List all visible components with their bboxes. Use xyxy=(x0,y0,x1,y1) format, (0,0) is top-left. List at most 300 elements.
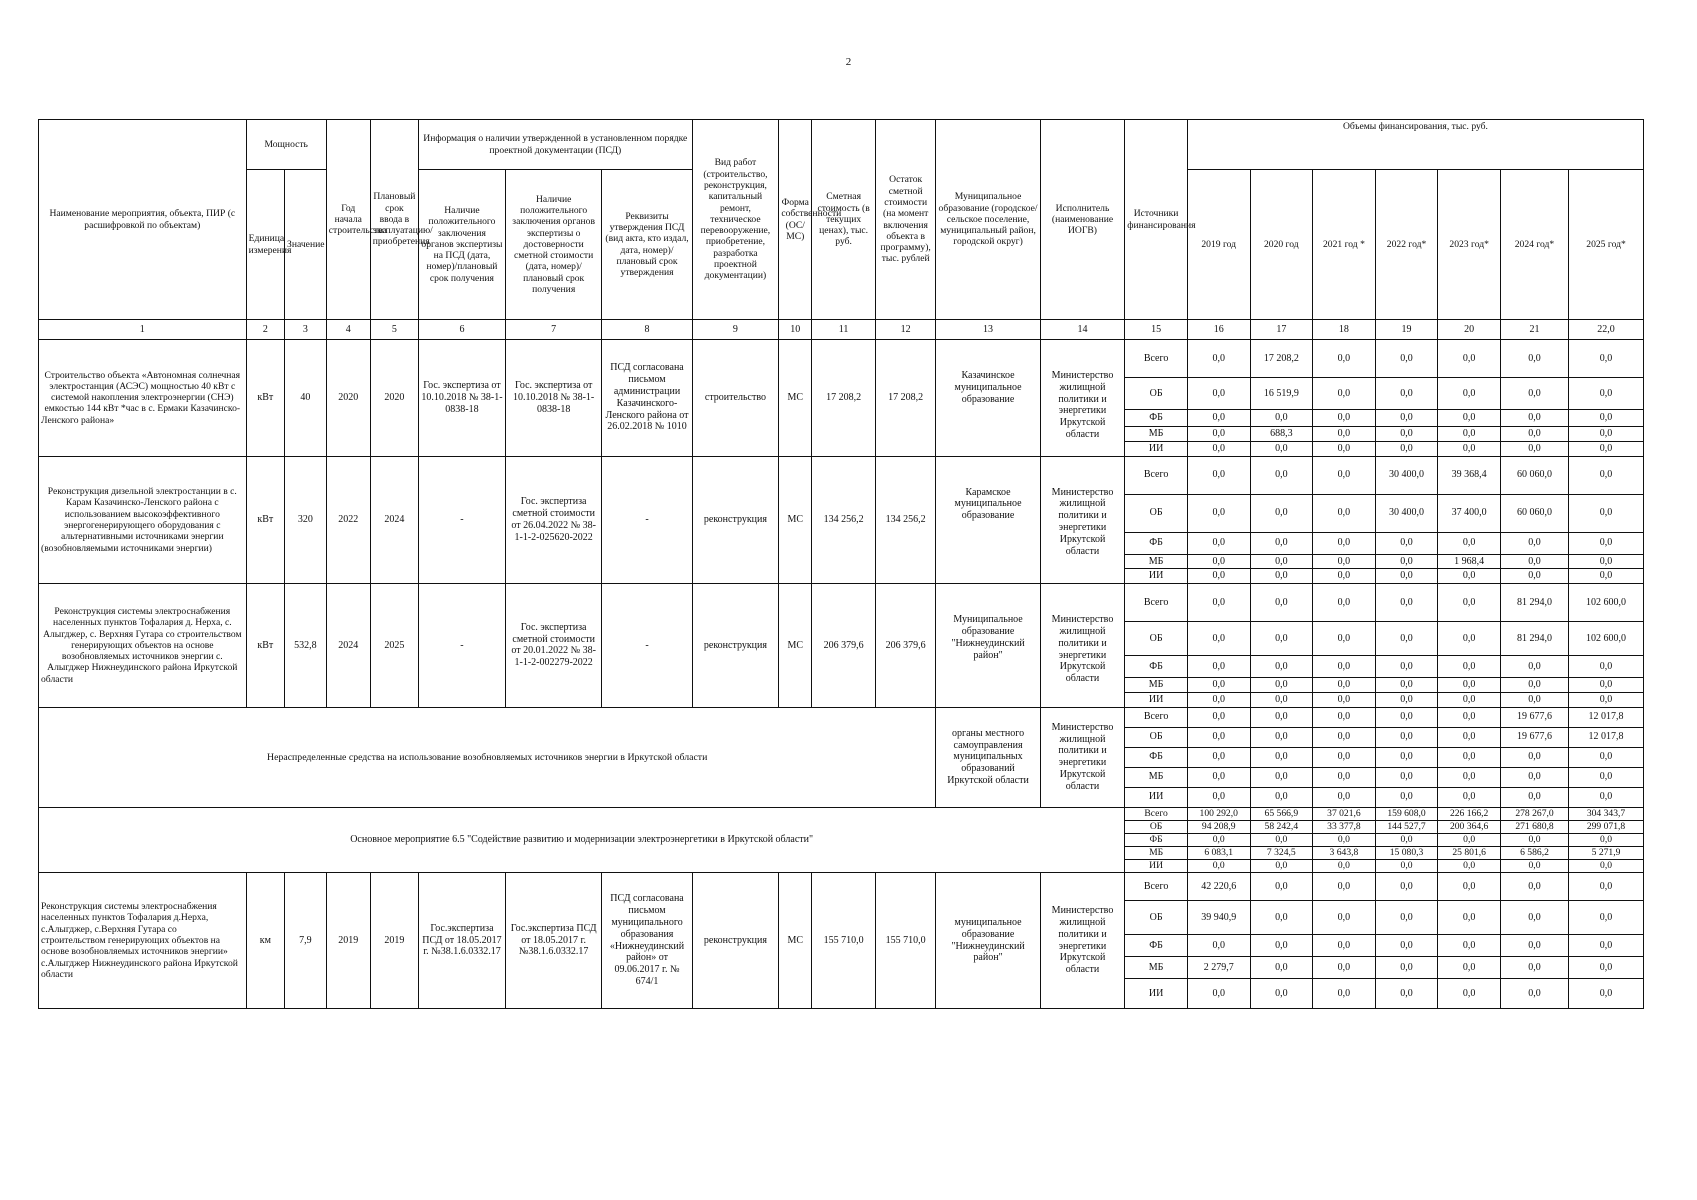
col-number: 8 xyxy=(602,320,692,340)
value-cell: 0,0 xyxy=(1187,378,1250,410)
value-cell: 0,0 xyxy=(1187,532,1250,554)
planned-date: 2020 xyxy=(370,340,418,457)
header-name: Наименование мероприятия, объекта, ПИР (с расшифровкой по объектам) xyxy=(39,120,247,320)
source-cell: ИИ xyxy=(1125,441,1188,456)
value-cell: 0,0 xyxy=(1500,957,1568,979)
value-cell: 0,0 xyxy=(1313,378,1376,410)
value-cell: 0,0 xyxy=(1375,747,1438,767)
value-cell: 0,0 xyxy=(1500,747,1568,767)
planned-date: 2019 xyxy=(370,873,418,1009)
value-cell: 0,0 xyxy=(1500,787,1568,807)
header-psd-positive: Наличие положительного заключения органов экспертизы на ПСД (дата, номер)/плановый срок получения xyxy=(419,170,506,320)
value-cell: 0,0 xyxy=(1187,622,1250,656)
value-cell: 42 220,6 xyxy=(1187,873,1250,901)
value-cell: 0,0 xyxy=(1313,532,1376,554)
value-cell: 0,0 xyxy=(1569,901,1644,935)
col-number: 6 xyxy=(419,320,506,340)
value-cell: 0,0 xyxy=(1438,873,1501,901)
power-value: 7,9 xyxy=(285,873,327,1009)
source-cell: Всего xyxy=(1125,807,1188,820)
value-cell: 0,0 xyxy=(1187,767,1250,787)
value-cell: 0,0 xyxy=(1438,378,1501,410)
psd-requisites: ПСД согласована письмом муниципального образования «Нижнеудинский район» от 09.06.2017 г. № 674/1 xyxy=(602,873,692,1009)
source-cell: ИИ xyxy=(1125,692,1188,707)
value-cell: 0,0 xyxy=(1187,340,1250,378)
ownership: МС xyxy=(779,456,812,584)
value-cell: 6 586,2 xyxy=(1500,846,1568,859)
power-unit: кВт xyxy=(246,584,284,708)
year-start: 2024 xyxy=(326,584,370,708)
value-cell: 0,0 xyxy=(1187,860,1250,873)
ownership: МС xyxy=(779,873,812,1009)
table-row xyxy=(39,456,1644,494)
table-body xyxy=(39,340,1644,1009)
value-cell: 0,0 xyxy=(1313,833,1376,846)
work-type: реконструкция xyxy=(692,456,779,584)
value-cell: 0,0 xyxy=(1500,767,1568,787)
value-cell: 0,0 xyxy=(1375,427,1438,442)
psd-requisites: - xyxy=(602,456,692,584)
project-name: Реконструкция системы электроснабжения населенных пунктов Тофалария д. Нерха, с. Алыгджер, с. Верхняя Гутара со строительством генерирующих объектов на основе возобновляемых источников энергии с. Алыгджер Нижнеудинского района Иркутской области xyxy=(39,584,247,708)
value-cell: 0,0 xyxy=(1187,747,1250,767)
header-year: 2019 год xyxy=(1187,170,1250,320)
source-cell: ИИ xyxy=(1125,569,1188,584)
value-cell: 15 080,3 xyxy=(1375,846,1438,859)
value-cell: 0,0 xyxy=(1187,554,1250,569)
value-cell: 0,0 xyxy=(1250,456,1313,494)
value-cell: 6 083,1 xyxy=(1187,846,1250,859)
table-row xyxy=(39,340,1644,378)
source-cell: ФБ xyxy=(1125,935,1188,957)
value-cell: 0,0 xyxy=(1500,554,1568,569)
value-cell: 81 294,0 xyxy=(1500,622,1568,656)
value-cell: 100 292,0 xyxy=(1187,807,1250,820)
municipality: Муниципальное образование "Нижнеудинский район" xyxy=(936,584,1040,708)
value-cell: 0,0 xyxy=(1500,441,1568,456)
project-name: Строительство объекта «Автономная солнечная электростанция (АСЭС) мощностью 40 кВт с системой накопления электроэнергии (СНЭ) емкостью 144 кВт *час в с. Ермаки Казачинско-Ленского района» xyxy=(39,340,247,457)
col-number: 3 xyxy=(285,320,327,340)
psd-requisites: ПСД согласована письмом администрации Казачинского-Ленского района от 26.02.2018 № 1010 xyxy=(602,340,692,457)
value-cell: 0,0 xyxy=(1569,441,1644,456)
value-cell: 0,0 xyxy=(1438,622,1501,656)
executor: Министерство жилищной политики и энергетики Иркутской области xyxy=(1040,873,1125,1009)
source-cell: МБ xyxy=(1125,767,1188,787)
value-cell: 30 400,0 xyxy=(1375,456,1438,494)
power-unit: кВт xyxy=(246,340,284,457)
value-cell: 0,0 xyxy=(1313,935,1376,957)
table-row xyxy=(39,584,1644,622)
page-number: 2 xyxy=(845,56,852,68)
power-value: 532,8 xyxy=(285,584,327,708)
value-cell: 0,0 xyxy=(1250,569,1313,584)
source-cell: ОБ xyxy=(1125,901,1188,935)
source-cell: ФБ xyxy=(1125,656,1188,678)
value-cell: 0,0 xyxy=(1438,532,1501,554)
estimated-rest: 155 710,0 xyxy=(875,873,935,1009)
col-number: 10 xyxy=(779,320,812,340)
value-cell: 0,0 xyxy=(1187,727,1250,747)
value-cell: 0,0 xyxy=(1313,569,1376,584)
value-cell: 0,0 xyxy=(1375,727,1438,747)
value-cell: 200 364,6 xyxy=(1438,820,1501,833)
value-cell: 0,0 xyxy=(1500,873,1568,901)
header-year: 2020 год xyxy=(1250,170,1313,320)
header-year: 2022 год* xyxy=(1375,170,1438,320)
psd-positive: Гос.экспертиза ПСД от 18.05.2017 г. №38.1.6.0332.17 xyxy=(419,873,506,1009)
value-cell: 3 643,8 xyxy=(1313,846,1376,859)
value-cell: 0,0 xyxy=(1500,833,1568,846)
value-cell: 0,0 xyxy=(1250,935,1313,957)
source-cell: МБ xyxy=(1125,846,1188,859)
value-cell: 0,0 xyxy=(1375,767,1438,787)
value-cell: 0,0 xyxy=(1569,747,1644,767)
source-cell: Всего xyxy=(1125,584,1188,622)
value-cell: 0,0 xyxy=(1313,427,1376,442)
value-cell: 0,0 xyxy=(1313,692,1376,707)
planned-date: 2025 xyxy=(370,584,418,708)
header-power-value: Значение xyxy=(285,170,327,320)
year-start: 2019 xyxy=(326,873,370,1009)
source-cell: ОБ xyxy=(1125,378,1188,410)
value-cell: 0,0 xyxy=(1500,410,1568,427)
value-cell: 0,0 xyxy=(1313,727,1376,747)
value-cell: 0,0 xyxy=(1187,441,1250,456)
value-cell: 0,0 xyxy=(1438,656,1501,678)
value-cell: 0,0 xyxy=(1313,441,1376,456)
value-cell: 0,0 xyxy=(1438,957,1501,979)
value-cell: 0,0 xyxy=(1250,622,1313,656)
header-sources: Источники финансирования xyxy=(1125,120,1188,320)
value-cell: 0,0 xyxy=(1569,494,1644,532)
col-number: 19 xyxy=(1375,320,1438,340)
value-cell: 0,0 xyxy=(1187,584,1250,622)
header-psd-requisites: Реквизиты утверждения ПСД (вид акта, кто издал, дата, номер)/плановый срок утверждения xyxy=(602,170,692,320)
value-cell: 0,0 xyxy=(1438,584,1501,622)
value-cell: 102 600,0 xyxy=(1569,584,1644,622)
value-cell: 30 400,0 xyxy=(1375,494,1438,532)
year-start: 2022 xyxy=(326,456,370,584)
work-type: реконструкция xyxy=(692,873,779,1009)
header-psd-estimate: Наличие положительного заключения органов экспертизы о достоверности сметной стоимости (дата, номер)/плановый срок получения xyxy=(505,170,602,320)
source-cell: Всего xyxy=(1125,873,1188,901)
psd-estimate: Гос. экспертиза сметной стоимости от 20.01.2022 № 38-1-1-2-002279-2022 xyxy=(505,584,602,708)
value-cell: 226 166,2 xyxy=(1438,807,1501,820)
value-cell: 0,0 xyxy=(1375,410,1438,427)
value-cell: 0,0 xyxy=(1187,427,1250,442)
value-cell: 0,0 xyxy=(1250,787,1313,807)
value-cell: 0,0 xyxy=(1250,979,1313,1009)
col-number: 22,0 xyxy=(1569,320,1644,340)
value-cell: 0,0 xyxy=(1569,378,1644,410)
source-cell: ОБ xyxy=(1125,820,1188,833)
source-cell: ИИ xyxy=(1125,860,1188,873)
value-cell: 0,0 xyxy=(1250,532,1313,554)
source-cell: МБ xyxy=(1125,678,1188,693)
psd-requisites: - xyxy=(602,584,692,708)
psd-estimate: Гос.экспертиза ПСД от 18.05.2017 г. №38.1.6.0332.17 xyxy=(505,873,602,1009)
value-cell: 0,0 xyxy=(1569,873,1644,901)
value-cell: 0,0 xyxy=(1375,378,1438,410)
header-work-type: Вид работ (строительство, реконструкция, капитальный ремонт, техническое перевооружение, приобретение, разработка проектной документации) xyxy=(692,120,779,320)
value-cell: 0,0 xyxy=(1569,692,1644,707)
col-number: 2 xyxy=(246,320,284,340)
value-cell: 0,0 xyxy=(1250,957,1313,979)
value-cell: 0,0 xyxy=(1375,569,1438,584)
source-cell: ОБ xyxy=(1125,727,1188,747)
value-cell: 0,0 xyxy=(1569,554,1644,569)
value-cell: 0,0 xyxy=(1569,678,1644,693)
value-cell: 37 400,0 xyxy=(1438,494,1501,532)
value-cell: 0,0 xyxy=(1438,340,1501,378)
estimated-cost: 134 256,2 xyxy=(812,456,876,584)
value-cell: 0,0 xyxy=(1187,833,1250,846)
value-cell: 0,0 xyxy=(1187,692,1250,707)
value-cell: 0,0 xyxy=(1438,569,1501,584)
value-cell: 0,0 xyxy=(1375,979,1438,1009)
value-cell: 17 208,2 xyxy=(1250,340,1313,378)
value-cell: 0,0 xyxy=(1569,935,1644,957)
estimated-rest: 206 379,6 xyxy=(875,584,935,708)
psd-estimate: Гос. экспертиза сметной стоимости от 26.04.2022 № 38-1-1-2-025620-2022 xyxy=(505,456,602,584)
value-cell: 0,0 xyxy=(1250,707,1313,727)
value-cell: 0,0 xyxy=(1500,901,1568,935)
value-cell: 0,0 xyxy=(1500,656,1568,678)
value-cell: 0,0 xyxy=(1250,494,1313,532)
value-cell: 0,0 xyxy=(1187,410,1250,427)
col-number: 7 xyxy=(505,320,602,340)
power-value: 40 xyxy=(285,340,327,457)
value-cell: 0,0 xyxy=(1187,656,1250,678)
psd-positive: Гос. экспертиза от 10.10.2018 № 38-1-0838-18 xyxy=(419,340,506,457)
header-funding: Объемы финансирования, тыс. руб. xyxy=(1187,120,1643,170)
estimated-cost: 206 379,6 xyxy=(812,584,876,708)
col-number: 17 xyxy=(1250,320,1313,340)
value-cell: 0,0 xyxy=(1313,979,1376,1009)
value-cell: 0,0 xyxy=(1250,692,1313,707)
value-cell: 25 801,6 xyxy=(1438,846,1501,859)
value-cell: 0,0 xyxy=(1569,957,1644,979)
value-cell: 0,0 xyxy=(1313,622,1376,656)
source-cell: Всего xyxy=(1125,340,1188,378)
header-psd: Информация о наличии утвержденной в установленном порядке проектной документации (ПСД) xyxy=(419,120,692,170)
value-cell: 12 017,8 xyxy=(1569,727,1644,747)
value-cell: 0,0 xyxy=(1500,678,1568,693)
value-cell: 0,0 xyxy=(1569,427,1644,442)
value-cell: 0,0 xyxy=(1375,532,1438,554)
value-cell: 0,0 xyxy=(1500,427,1568,442)
value-cell: 0,0 xyxy=(1313,860,1376,873)
table-row xyxy=(39,707,1644,727)
value-cell: 0,0 xyxy=(1569,860,1644,873)
value-cell: 0,0 xyxy=(1500,340,1568,378)
value-cell: 0,0 xyxy=(1187,456,1250,494)
municipality: Карамское муниципальное образование xyxy=(936,456,1040,584)
value-cell: 0,0 xyxy=(1313,767,1376,787)
value-cell: 0,0 xyxy=(1569,767,1644,787)
source-cell: ОБ xyxy=(1125,494,1188,532)
value-cell: 16 519,9 xyxy=(1250,378,1313,410)
col-number: 14 xyxy=(1040,320,1125,340)
header-ownership: Форма собственности (ОС/МС) xyxy=(779,120,812,320)
value-cell: 0,0 xyxy=(1250,873,1313,901)
value-cell: 0,0 xyxy=(1569,569,1644,584)
value-cell: 0,0 xyxy=(1375,584,1438,622)
value-cell: 0,0 xyxy=(1438,787,1501,807)
value-cell: 0,0 xyxy=(1250,678,1313,693)
col-number: 4 xyxy=(326,320,370,340)
value-cell: 39 368,4 xyxy=(1438,456,1501,494)
value-cell: 0,0 xyxy=(1569,456,1644,494)
value-cell: 0,0 xyxy=(1375,622,1438,656)
col-number: 18 xyxy=(1313,320,1376,340)
project-name: Реконструкция дизельной электростанции в с. Карам Казачинско-Ленского района с использованием высокоэффективного энергогенерирующего оборудования с альтернативными источниками энергии (возобновляемыми источниками энергии) xyxy=(39,456,247,584)
value-cell: 0,0 xyxy=(1187,979,1250,1009)
value-cell: 0,0 xyxy=(1250,860,1313,873)
value-cell: 0,0 xyxy=(1313,678,1376,693)
value-cell: 0,0 xyxy=(1375,656,1438,678)
source-cell: МБ xyxy=(1125,957,1188,979)
value-cell: 0,0 xyxy=(1375,787,1438,807)
header-municipality: Муниципальное образование (городское/сельское поселение, муниципальный район, городской округ) xyxy=(936,120,1040,320)
municipality: муниципальное образование "Нижнеудинский район" xyxy=(936,873,1040,1009)
value-cell: 2 279,7 xyxy=(1187,957,1250,979)
value-cell: 12 017,8 xyxy=(1569,707,1644,727)
value-cell: 0,0 xyxy=(1250,747,1313,767)
value-cell: 0,0 xyxy=(1438,678,1501,693)
municipality: органы местного самоуправления муниципальных образований Иркутской области xyxy=(936,707,1040,807)
value-cell: 39 940,9 xyxy=(1187,901,1250,935)
source-cell: ФБ xyxy=(1125,747,1188,767)
value-cell: 0,0 xyxy=(1250,410,1313,427)
value-cell: 0,0 xyxy=(1569,656,1644,678)
value-cell: 0,0 xyxy=(1250,584,1313,622)
value-cell: 0,0 xyxy=(1500,378,1568,410)
value-cell: 0,0 xyxy=(1500,979,1568,1009)
work-type: реконструкция xyxy=(692,584,779,708)
source-cell: Всего xyxy=(1125,456,1188,494)
executor: Министерство жилищной политики и энергетики Иркутской области xyxy=(1040,456,1125,584)
value-cell: 159 608,0 xyxy=(1375,807,1438,820)
value-cell: 0,0 xyxy=(1500,532,1568,554)
value-cell: 299 071,8 xyxy=(1569,820,1644,833)
value-cell: 0,0 xyxy=(1313,456,1376,494)
col-number: 13 xyxy=(936,320,1040,340)
value-cell: 0,0 xyxy=(1250,554,1313,569)
source-cell: ФБ xyxy=(1125,833,1188,846)
source-cell: ОБ xyxy=(1125,622,1188,656)
value-cell: 0,0 xyxy=(1569,787,1644,807)
source-cell: ФБ xyxy=(1125,532,1188,554)
col-number: 21 xyxy=(1500,320,1568,340)
value-cell: 60 060,0 xyxy=(1500,494,1568,532)
value-cell: 0,0 xyxy=(1313,787,1376,807)
value-cell: 0,0 xyxy=(1375,901,1438,935)
value-cell: 0,0 xyxy=(1438,979,1501,1009)
summary-row xyxy=(39,807,1644,820)
value-cell: 0,0 xyxy=(1313,747,1376,767)
value-cell: 0,0 xyxy=(1500,569,1568,584)
value-cell: 0,0 xyxy=(1187,569,1250,584)
value-cell: 0,0 xyxy=(1375,935,1438,957)
psd-positive: - xyxy=(419,456,506,584)
header-executor: Исполнитель (наименование ИОГВ) xyxy=(1040,120,1125,320)
value-cell: 0,0 xyxy=(1313,957,1376,979)
value-cell: 0,0 xyxy=(1187,494,1250,532)
planned-date: 2024 xyxy=(370,456,418,584)
value-cell: 0,0 xyxy=(1438,692,1501,707)
source-cell: ФБ xyxy=(1125,410,1188,427)
value-cell: 58 242,4 xyxy=(1250,820,1313,833)
estimated-rest: 17 208,2 xyxy=(875,340,935,457)
header-year: 2021 год * xyxy=(1313,170,1376,320)
value-cell: 5 271,9 xyxy=(1569,846,1644,859)
value-cell: 0,0 xyxy=(1375,860,1438,873)
value-cell: 0,0 xyxy=(1569,979,1644,1009)
psd-estimate: Гос. экспертиза от 10.10.2018 № 38-1-0838-18 xyxy=(505,340,602,457)
value-cell: 33 377,8 xyxy=(1313,820,1376,833)
table-row xyxy=(39,873,1644,901)
value-cell: 0,0 xyxy=(1187,678,1250,693)
power-unit: кВт xyxy=(246,456,284,584)
header-year: 2023 год* xyxy=(1438,170,1501,320)
value-cell: 0,0 xyxy=(1438,441,1501,456)
source-cell: МБ xyxy=(1125,427,1188,442)
value-cell: 688,3 xyxy=(1250,427,1313,442)
col-number: 12 xyxy=(875,320,935,340)
power-unit: км xyxy=(246,873,284,1009)
value-cell: 0,0 xyxy=(1438,935,1501,957)
col-number: 16 xyxy=(1187,320,1250,340)
value-cell: 0,0 xyxy=(1250,727,1313,747)
value-cell: 0,0 xyxy=(1313,410,1376,427)
header-est-cost: Сметная стоимость (в текущих ценах), тыс. руб. xyxy=(812,120,876,320)
value-cell: 0,0 xyxy=(1187,707,1250,727)
source-cell: МБ xyxy=(1125,554,1188,569)
value-cell: 1 968,4 xyxy=(1438,554,1501,569)
value-cell: 0,0 xyxy=(1250,767,1313,787)
source-cell: ИИ xyxy=(1125,979,1188,1009)
value-cell: 0,0 xyxy=(1569,410,1644,427)
value-cell: 0,0 xyxy=(1375,340,1438,378)
value-cell: 37 021,6 xyxy=(1313,807,1376,820)
value-cell: 0,0 xyxy=(1569,340,1644,378)
value-cell: 102 600,0 xyxy=(1569,622,1644,656)
ownership: МС xyxy=(779,584,812,708)
col-number: 5 xyxy=(370,320,418,340)
value-cell: 304 343,7 xyxy=(1569,807,1644,820)
value-cell: 7 324,5 xyxy=(1250,846,1313,859)
value-cell: 0,0 xyxy=(1313,901,1376,935)
estimated-cost: 17 208,2 xyxy=(812,340,876,457)
header-est-rest: Остаток сметной стоимости (на момент включения объекта в программу), тыс. рублей xyxy=(875,120,935,320)
header-year-start: Год начала строительства xyxy=(326,120,370,320)
psd-positive: - xyxy=(419,584,506,708)
col-number: 15 xyxy=(1125,320,1188,340)
value-cell: 0,0 xyxy=(1375,957,1438,979)
col-number: 9 xyxy=(692,320,779,340)
value-cell: 0,0 xyxy=(1438,727,1501,747)
project-name: Реконструкция системы электроснабжения населенных пунктов Тофалария д.Нерха, с.Алыгджер, с.Верхняя Гутара со строительством генерирующих объектов на основе возобновляемых источников энергии» с.Алыгджер Нижнеудинского района Иркутской области xyxy=(39,873,247,1009)
value-cell: 65 566,9 xyxy=(1250,807,1313,820)
value-cell: 0,0 xyxy=(1500,860,1568,873)
executor: Министерство жилищной политики и энергетики Иркутской области xyxy=(1040,340,1125,457)
value-cell: 0,0 xyxy=(1250,833,1313,846)
header-year: 2025 год* xyxy=(1569,170,1644,320)
value-cell: 19 677,6 xyxy=(1500,727,1568,747)
value-cell: 0,0 xyxy=(1375,833,1438,846)
value-cell: 19 677,6 xyxy=(1500,707,1568,727)
value-cell: 0,0 xyxy=(1375,554,1438,569)
